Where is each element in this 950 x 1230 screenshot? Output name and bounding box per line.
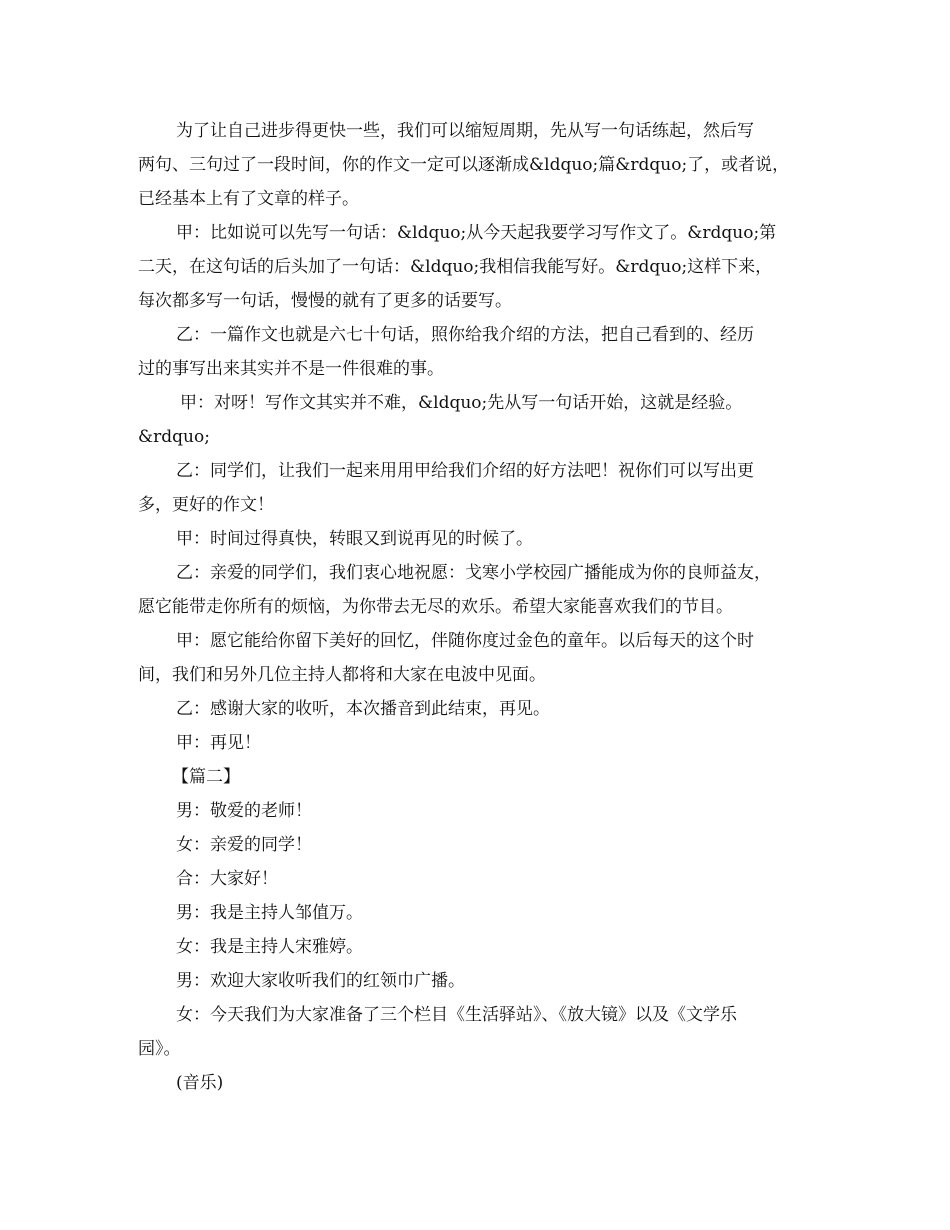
paragraph-line: 园》。 <box>138 1039 181 1059</box>
paragraph-line: 女：我是主持人宋雅婷。 <box>176 937 363 957</box>
paragraph-9 <box>138 692 828 726</box>
paragraph-line: 甲：再见！ <box>176 733 261 753</box>
paragraph-line: 每次都多写一句话，慢慢的就有了更多的话要写。 <box>138 291 512 311</box>
document-body <box>138 114 828 1100</box>
paragraph-5 <box>138 454 828 522</box>
paragraph-line: 间，我们和另外几位主持人都将和大家在电波中见面。 <box>138 665 546 685</box>
paragraph-line: 女：亲爱的同学！ <box>176 835 312 855</box>
paragraph-line: 男：敬爱的老师！ <box>176 801 312 821</box>
paragraph-7 <box>138 556 828 624</box>
paragraph-line: 过的事写出来其实并不是一件很难的事。 <box>138 359 444 379</box>
paragraph-line: 甲：愿它能给你留下美好的回忆，伴随你度过金色的童年。以后每天的这个时 <box>176 631 754 651</box>
paragraph-line: (音乐) <box>176 1073 224 1093</box>
paragraph-14 <box>138 862 828 896</box>
paragraph-line: 合：大家好！ <box>176 869 278 889</box>
paragraph-line: 二天，在这句话的后头加了一句话：&ldquo;我相信我能写好。&rdquo;这样下来， <box>138 257 773 277</box>
paragraph-18 <box>138 998 828 1066</box>
paragraph-line: 两句、三句过了一段时间，你的作文一定可以逐渐成&ldquo;篇&rdquo;了，或者说， <box>138 155 790 175</box>
paragraph-line: 甲：比如说可以先写一句话：&ldquo;从今天起我要学习写作文了。&rdquo;第 <box>176 223 777 243</box>
paragraph-line: 愿它能带走你所有的烦恼，为你带去无尽的欢乐。希望大家能喜欢我们的节目。 <box>138 597 733 617</box>
paragraph-16 <box>138 930 828 964</box>
paragraph-12 <box>138 794 828 828</box>
paragraph-4 <box>138 386 828 454</box>
paragraph-3 <box>138 318 828 386</box>
paragraph-line: 男：欢迎大家收听我们的红领巾广播。 <box>176 971 465 991</box>
paragraph-6 <box>138 522 828 556</box>
paragraph-13 <box>138 828 828 862</box>
paragraph-line: &rdquo; <box>138 427 210 447</box>
paragraph-8 <box>138 624 828 692</box>
paragraph-10 <box>138 726 828 760</box>
paragraph-1 <box>138 114 828 216</box>
paragraph-line: 乙：亲爱的同学们，我们衷心地祝愿：戈寒小学校园广播能成为你的良师益友， <box>176 563 771 583</box>
paragraph-19 <box>138 1066 828 1100</box>
paragraph-line: 乙：一篇作文也就是六七十句话，照你给我介绍的方法，把自己看到的、经历 <box>176 325 754 345</box>
section-heading-text: 【篇二】 <box>172 767 240 787</box>
paragraph-line: 男：我是主持人邹值万。 <box>176 903 363 923</box>
paragraph-line: 乙：同学们，让我们一起来用用甲给我们介绍的好方法吧！祝你们可以写出更 <box>176 461 754 481</box>
paragraph-line: 甲：时间过得真快，转眼又到说再见的时候了。 <box>176 529 533 549</box>
paragraph-17 <box>138 964 828 998</box>
paragraph-line: 甲：对呀！写作文其实并不难，&ldquo;先从写一句话开始，这就是经验。 <box>180 393 743 413</box>
paragraph-line: 多，更好的作文！ <box>138 495 274 515</box>
paragraph-line: 乙：感谢大家的收听，本次播音到此结束，再见。 <box>176 699 550 719</box>
paragraph-line: 为了让自己进步得更快一些，我们可以缩短周期，先从写一句话练起，然后写 <box>176 121 754 141</box>
paragraph-15 <box>138 896 828 930</box>
paragraph-line: 已经基本上有了文章的样子。 <box>138 189 359 209</box>
section-heading <box>138 760 828 794</box>
paragraph-line: 女：今天我们为大家准备了三个栏目《生活驿站》、《放大镜》以及《文学乐 <box>176 1005 737 1025</box>
paragraph-2 <box>138 216 828 318</box>
